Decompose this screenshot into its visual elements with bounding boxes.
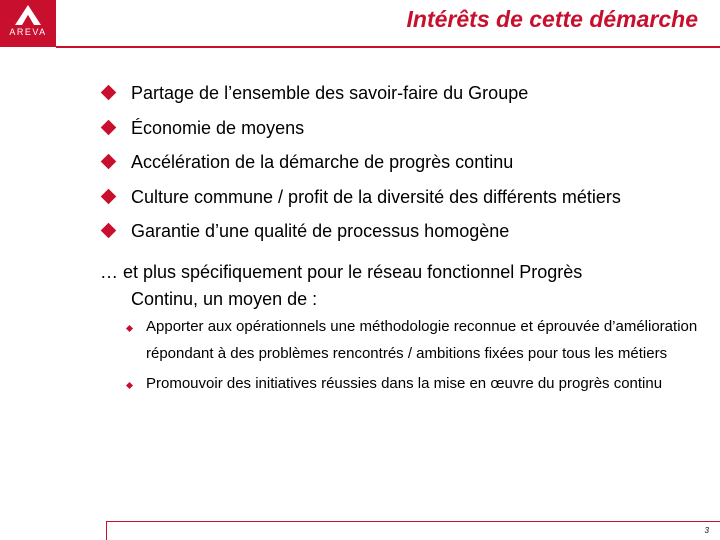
paragraph-line: … et plus spécifiquement pour le réseau fonctionnel Progrès bbox=[100, 262, 583, 282]
sub-bullet-text: Promouvoir des initiatives réussies dans la mise en œuvre du progrès continu bbox=[146, 375, 663, 392]
bullet-text: Partage de l’ensemble des savoir-faire du Groupe bbox=[131, 83, 529, 103]
bullet-item bbox=[100, 83, 621, 118]
main-bullet-list bbox=[100, 83, 621, 256]
areva-logo bbox=[0, 0, 56, 47]
areva-a-icon bbox=[14, 4, 42, 26]
sub-bullet-item bbox=[124, 377, 701, 397]
header-rule bbox=[56, 46, 720, 48]
small-diamond-bullet-icon bbox=[126, 325, 133, 332]
diamond-bullet-icon bbox=[101, 223, 117, 239]
sub-bullet-text: Apporter aux opérationnels une méthodologie reconnue et éprouvée d’amélioration répondant à des problèmes rencontrés / ambitions fixées pour tous les métiers bbox=[146, 318, 698, 362]
bullet-item bbox=[100, 152, 621, 187]
diamond-bullet-icon bbox=[101, 119, 117, 135]
slide-title: Intérêts de cette démarche bbox=[406, 6, 698, 32]
diamond-bullet-icon bbox=[101, 85, 117, 101]
intro-paragraph bbox=[100, 259, 582, 313]
sub-bullet-list bbox=[124, 320, 701, 407]
bullet-text: Accélération de la démarche de progrès continu bbox=[131, 152, 514, 172]
bullet-text: Garantie d’une qualité de processus homogène bbox=[131, 221, 510, 241]
bullet-item bbox=[100, 187, 621, 222]
footer-rule-tick bbox=[106, 521, 107, 540]
sub-bullet-item bbox=[124, 320, 701, 367]
bullet-text: Culture commune / profit de la diversité des différents métiers bbox=[131, 186, 621, 207]
diamond-bullet-icon bbox=[101, 154, 117, 170]
diamond-bullet-icon bbox=[101, 188, 117, 204]
bullet-text: Économie de moyens bbox=[131, 117, 305, 138]
small-diamond-bullet-icon bbox=[126, 382, 133, 389]
page-number: 3 bbox=[704, 526, 709, 535]
bullet-item bbox=[100, 221, 621, 256]
logo-wordmark: AREVA bbox=[9, 27, 47, 37]
paragraph-line: Continu, un moyen de : bbox=[131, 289, 318, 309]
bullet-item bbox=[100, 118, 621, 153]
footer-rule bbox=[106, 521, 720, 522]
